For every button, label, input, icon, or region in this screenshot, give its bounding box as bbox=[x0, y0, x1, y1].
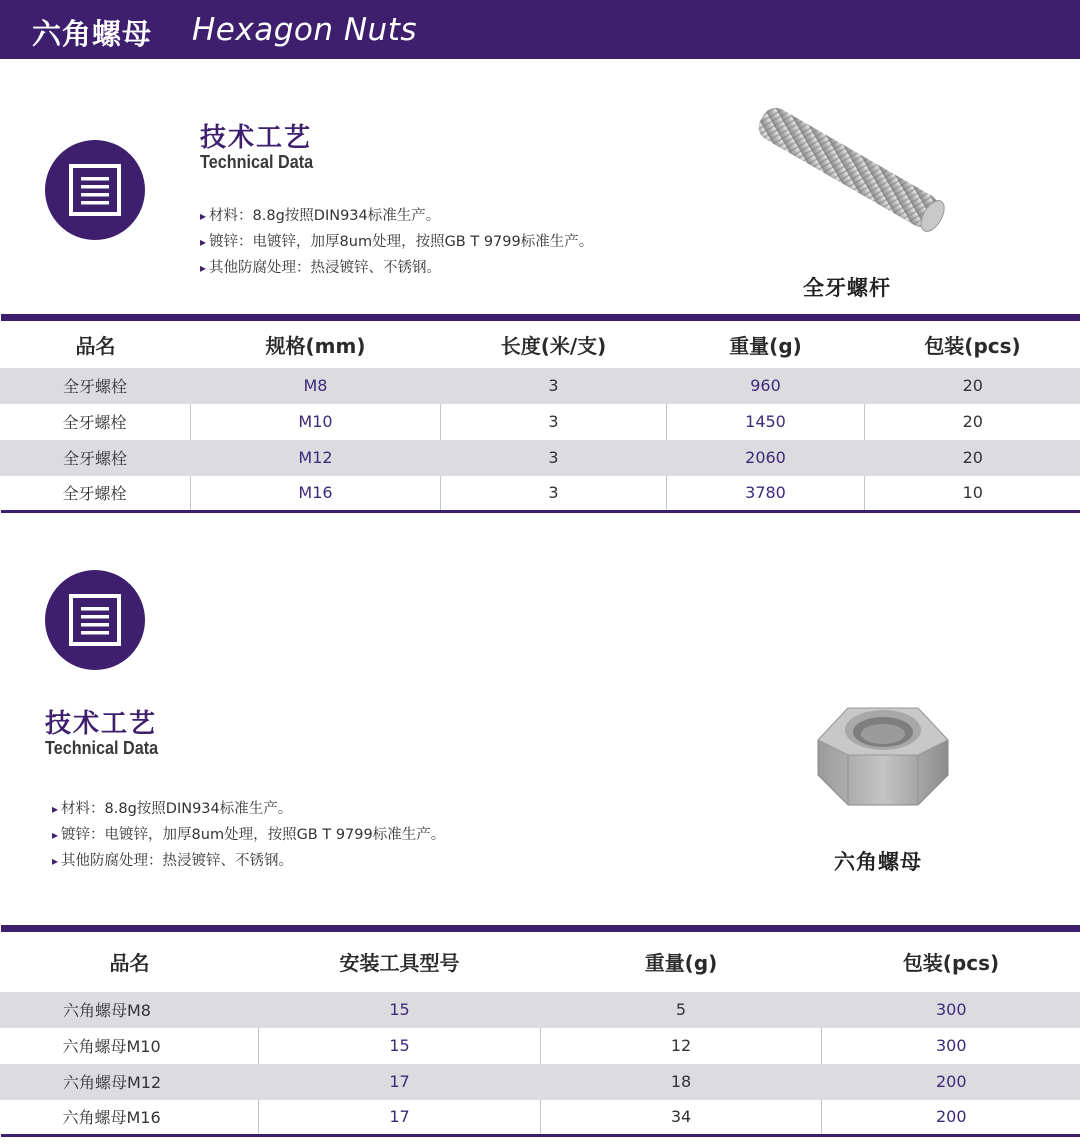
tech-title-en: Technical Data bbox=[200, 152, 314, 172]
bullet-item: ▸ 其他防腐处理：热浸镀锌、不锈钢。 bbox=[52, 848, 445, 874]
header-title-en: Hexagon Nuts bbox=[192, 12, 418, 48]
table-header-row bbox=[1, 929, 1080, 992]
table-cell: 3 bbox=[441, 368, 667, 404]
table-row bbox=[1, 404, 1080, 440]
table-cell: 全牙螺栓 bbox=[1, 440, 191, 476]
bullet-item: ▸ 镀锌：电镀锌，加厚8um处理，按照GB T 9799标准生产。 bbox=[52, 822, 445, 848]
table-cell: M12 bbox=[191, 440, 441, 476]
table-cell: 15 bbox=[259, 992, 541, 1028]
table-cell: 10 bbox=[865, 476, 1080, 512]
document-list-icon bbox=[45, 570, 145, 670]
col-header: 重量(g) bbox=[541, 929, 822, 992]
table-cell: 3780 bbox=[667, 476, 865, 512]
col-header: 品名 bbox=[1, 929, 259, 992]
table-cell: 300 bbox=[822, 992, 1080, 1028]
table-cell: 20 bbox=[865, 404, 1080, 440]
nut-caption: 六角螺母 bbox=[834, 850, 922, 874]
table-cell: 34 bbox=[541, 1100, 822, 1136]
tech-bullets bbox=[200, 203, 593, 281]
nut-table bbox=[0, 925, 1080, 1137]
col-header: 重量(g) bbox=[667, 318, 865, 368]
tech-title-cn: 技术工艺 bbox=[45, 709, 158, 739]
table-cell: 12 bbox=[541, 1028, 822, 1064]
rod-caption: 全牙螺杆 bbox=[803, 276, 891, 300]
table-cell: 2060 bbox=[667, 440, 865, 476]
col-header: 长度(米/支) bbox=[441, 318, 667, 368]
table-cell: 18 bbox=[541, 1064, 822, 1100]
table-cell: 六角螺母M8 bbox=[1, 992, 259, 1028]
header-title-cn: 六角螺母 bbox=[32, 17, 153, 51]
table-row bbox=[1, 1064, 1080, 1100]
col-header: 包装(pcs) bbox=[865, 318, 1080, 368]
tech-title-en: Technical Data bbox=[45, 738, 159, 758]
table-cell: 20 bbox=[865, 368, 1080, 404]
table-row bbox=[1, 1100, 1080, 1136]
threaded-rod-image bbox=[748, 105, 958, 235]
col-header: 规格(mm) bbox=[191, 318, 441, 368]
table-row bbox=[1, 440, 1080, 476]
table-cell: 15 bbox=[259, 1028, 541, 1064]
table-cell: 300 bbox=[822, 1028, 1080, 1064]
table-cell: 六角螺母M16 bbox=[62, 1108, 161, 1128]
document-list-icon bbox=[45, 140, 145, 240]
table-row bbox=[1, 368, 1080, 404]
col-header: 包装(pcs) bbox=[822, 929, 1080, 992]
table-cell: 20 bbox=[865, 440, 1080, 476]
table-cell: 3 bbox=[441, 404, 667, 440]
table-row bbox=[1, 1028, 1080, 1064]
hex-nut-image bbox=[808, 700, 958, 810]
table-cell: 200 bbox=[822, 1100, 1080, 1136]
table-cell: 全牙螺栓 bbox=[62, 413, 127, 432]
rod-table bbox=[0, 314, 1080, 513]
table-cell: 全牙螺栓 bbox=[62, 484, 127, 504]
bullet-item: ▸ 其他防腐处理：热浸镀锌、不锈钢。 bbox=[200, 255, 593, 281]
col-header: 安装工具型号 bbox=[259, 929, 541, 992]
tech-bullets bbox=[52, 796, 445, 874]
table-cell: M8 bbox=[191, 368, 441, 404]
tech-title-cn: 技术工艺 bbox=[200, 123, 313, 153]
table-cell: M16 bbox=[191, 476, 441, 512]
page-header bbox=[0, 0, 1080, 59]
table-cell: 六角螺母M12 bbox=[1, 1064, 259, 1100]
table-cell: 全牙螺栓 bbox=[1, 368, 191, 404]
bullet-item: ▸ 镀锌：电镀锌，加厚8um处理，按照GB T 9799标准生产。 bbox=[200, 229, 593, 255]
col-header: 品名 bbox=[1, 318, 191, 368]
bullet-item: ▸ 材料：8.8g按照DIN934标准生产。 bbox=[200, 203, 593, 229]
table-cell: 六角螺母M10 bbox=[62, 1037, 161, 1056]
table-cell: 1450 bbox=[667, 404, 865, 440]
table-cell: 5 bbox=[541, 992, 822, 1028]
table-cell: 3 bbox=[441, 440, 667, 476]
bullet-item: ▸ 材料：8.8g按照DIN934标准生产。 bbox=[52, 796, 445, 822]
table-row bbox=[1, 476, 1080, 512]
table-row bbox=[1, 992, 1080, 1028]
table-header-row bbox=[1, 318, 1080, 368]
table-cell: 200 bbox=[822, 1064, 1080, 1100]
table-cell: 17 bbox=[259, 1100, 541, 1136]
table-cell: 17 bbox=[259, 1064, 541, 1100]
table-cell: 3 bbox=[441, 476, 667, 512]
table-cell: M10 bbox=[191, 404, 441, 440]
table-cell: 960 bbox=[667, 368, 865, 404]
